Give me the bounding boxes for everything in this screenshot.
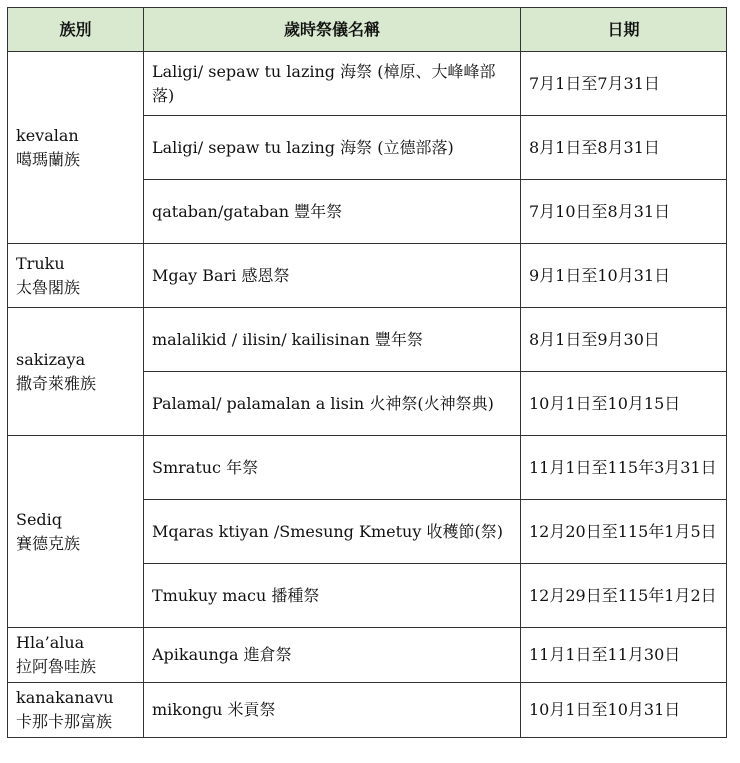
ceremony-cell: Smratuc 年祭 <box>144 436 521 500</box>
tribe-name-roman: Truku <box>16 253 65 273</box>
table-row <box>8 683 727 738</box>
ceremony-cell: Mqaras ktiyan /Smesung Kmetuy 收穫節(祭) <box>144 500 521 564</box>
header-date: 日期 <box>521 8 727 52</box>
ceremony-cell: Tmukuy macu 播種祭 <box>144 564 521 628</box>
tribe-name-roman: sakizaya <box>16 349 86 369</box>
date-cell: 10月1日至10月31日 <box>521 683 727 738</box>
table-row <box>8 52 727 116</box>
tribe-name-roman: kevalan <box>16 125 79 145</box>
ceremony-cell: Apikaunga 進倉祭 <box>144 628 521 683</box>
date-cell: 8月1日至8月31日 <box>521 116 727 180</box>
tribe-name-roman: Hla’alua <box>16 633 85 652</box>
tribe-name-chinese: 拉阿魯哇族 <box>16 657 97 676</box>
ceremony-cell: Mgay Bari 感恩祭 <box>144 244 521 308</box>
ceremony-cell: Laligi/ sepaw tu lazing 海祭 (立德部落) <box>144 116 521 180</box>
ceremony-cell: Palamal/ palamalan a lisin 火神祭(火神祭典) <box>144 372 521 436</box>
tribe-name-chinese: 撒奇萊雅族 <box>16 373 97 393</box>
table-row <box>8 244 727 308</box>
tribe-cell <box>8 308 144 436</box>
header-row <box>8 8 727 52</box>
date-cell: 12月29日至115年1月2日 <box>521 564 727 628</box>
header-tribe: 族別 <box>8 8 144 52</box>
date-cell: 9月1日至10月31日 <box>521 244 727 308</box>
tribe-cell <box>8 628 144 683</box>
festival-table <box>7 7 727 738</box>
table-row <box>8 308 727 372</box>
tribe-name-chinese: 賽德克族 <box>16 533 81 553</box>
tribe-name-chinese: 太魯閣族 <box>16 277 81 297</box>
header-ceremony: 歲時祭儀名稱 <box>144 8 521 52</box>
date-cell: 10月1日至10月15日 <box>521 372 727 436</box>
ceremony-cell: mikongu 米貢祭 <box>144 683 521 738</box>
tribe-name-chinese: 噶瑪蘭族 <box>16 149 81 169</box>
tribe-name-chinese: 卡那卡那富族 <box>16 712 113 731</box>
ceremony-cell: qataban/gataban 豐年祭 <box>144 180 521 244</box>
ceremony-cell: Laligi/ sepaw tu lazing 海祭 (樟原、大峰峰部落) <box>144 52 521 116</box>
table-row <box>8 628 727 683</box>
date-cell: 8月1日至9月30日 <box>521 308 727 372</box>
date-cell: 11月1日至115年3月31日 <box>521 436 727 500</box>
tribe-name-roman: Sediq <box>16 509 63 529</box>
date-cell: 12月20日至115年1月5日 <box>521 500 727 564</box>
date-cell: 11月1日至11月30日 <box>521 628 727 683</box>
table-row <box>8 436 727 500</box>
date-cell: 7月10日至8月31日 <box>521 180 727 244</box>
ceremony-cell: malalikid / ilisin/ kailisinan 豐年祭 <box>144 308 521 372</box>
tribe-cell <box>8 52 144 244</box>
date-cell: 7月1日至7月31日 <box>521 52 727 116</box>
tribe-cell <box>8 244 144 308</box>
tribe-cell <box>8 436 144 628</box>
tribe-cell <box>8 683 144 738</box>
tribe-name-roman: kanakanavu <box>16 688 114 707</box>
